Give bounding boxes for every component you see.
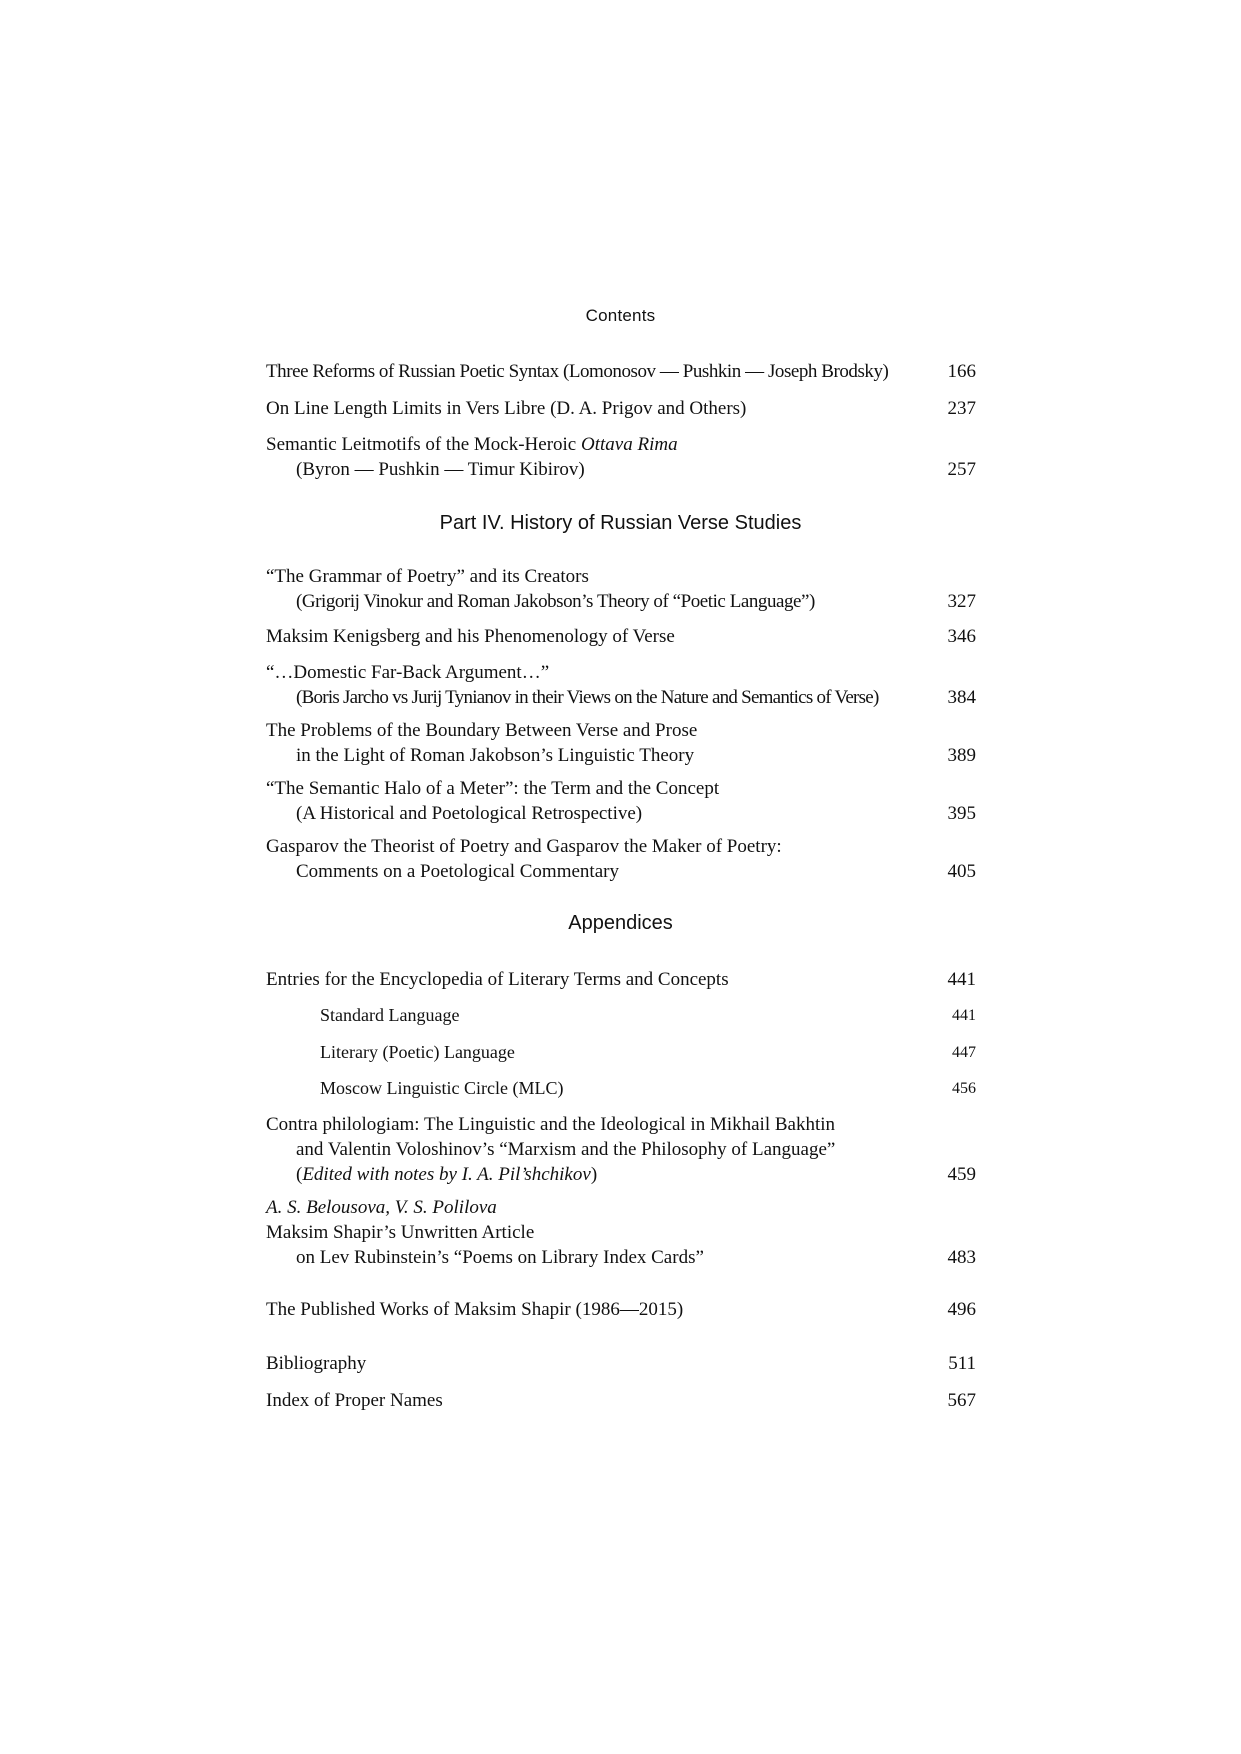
toc-entry-title: Bibliography: [266, 1353, 367, 1374]
toc-page-number: 441: [952, 1007, 976, 1024]
toc-page-number: 511: [948, 1353, 976, 1374]
toc-page-number: 395: [947, 803, 976, 824]
toc-entry-title: Maksim Kenigsberg and his Phenomenology of Verse: [266, 626, 675, 647]
toc-page-number: 447: [952, 1044, 976, 1061]
toc-entry-unwritten-article[interactable]: [266, 1195, 976, 1270]
toc-entry-kenigsberg[interactable]: [266, 624, 976, 649]
toc-subentry-literary-language[interactable]: [266, 1040, 976, 1065]
toc-entry-title-line2: (Byron — Pushkin — Timur Kibirov): [296, 459, 585, 480]
part-iv-heading: Part IV. History of Russian Verse Studies: [439, 512, 802, 534]
toc-entry-index-proper-names[interactable]: [266, 1388, 976, 1413]
toc-entry-authors: A. S. Belousova, V. S. Polilova: [266, 1197, 497, 1218]
appendices-heading: Appendices: [568, 912, 673, 934]
toc-entry-title-line2: (Boris Jarcho vs Jurij Tynianov in their Views on the Nature and Semantics of Verse): [296, 687, 879, 708]
toc-page-number: 405: [947, 861, 976, 882]
toc-entry-title-line2: in the Light of Roman Jakobson’s Linguistic Theory: [296, 745, 695, 766]
toc-page-number: 346: [947, 626, 976, 647]
toc-page-number: 459: [947, 1164, 976, 1185]
toc-page-number: 384: [947, 687, 976, 708]
toc-entry-title-line1: Semantic Leitmotifs of the Mock-Heroic Ottava Rima: [266, 434, 678, 455]
toc-page-number: 483: [947, 1247, 976, 1268]
toc-subentry-title: Standard Language: [320, 1005, 460, 1025]
toc-subentry-mlc[interactable]: [266, 1076, 976, 1101]
toc-entry-title-line1: “The Grammar of Poetry” and its Creators: [266, 566, 589, 587]
toc-entry-title-line1: “The Semantic Halo of a Meter”: the Term and the Concept: [266, 778, 720, 799]
toc-entry-title-line1: Maksim Shapir’s Unwritten Article: [266, 1222, 535, 1243]
toc-page-number: 257: [947, 459, 976, 480]
toc-entry-grammar-of-poetry[interactable]: [266, 564, 976, 614]
toc-page-number: 389: [947, 745, 976, 766]
toc-entry-title-line2: on Lev Rubinstein’s “Poems on Library Index Cards”: [296, 1247, 704, 1268]
toc-page-number: 327: [947, 591, 976, 612]
running-header: Contents: [585, 306, 656, 325]
toc-entry-title-line1: “…Domestic Far-Back Argument…”: [266, 662, 550, 683]
toc-entry-title: On Line Length Limits in Vers Libre (D. A. Prigov and Others): [266, 398, 747, 419]
toc-page-number: 456: [952, 1080, 976, 1097]
toc-page-number: 237: [947, 398, 976, 419]
toc-entry-gasparov[interactable]: [266, 834, 976, 884]
toc-page-number: 441: [947, 969, 976, 990]
toc-entry-title-line2: and Valentin Voloshinov’s “Marxism and the Philosophy of Language”: [296, 1139, 836, 1160]
toc-entry-title: Entries for the Encyclopedia of Literary Terms and Concepts: [266, 969, 729, 990]
toc-entry-title-line3: (Edited with notes by I. A. Pil’shchikov): [296, 1164, 598, 1185]
toc-entry-contra-philologiam[interactable]: [266, 1112, 976, 1187]
toc-page-number: 166: [947, 361, 976, 382]
toc-entry-boundary-verse-prose[interactable]: [266, 718, 976, 768]
toc-entry-title-line1: Gasparov the Theorist of Poetry and Gasparov the Maker of Poetry:: [266, 836, 782, 857]
toc-entry-ottava-rima[interactable]: [266, 432, 976, 482]
toc-page-number: 567: [947, 1390, 976, 1411]
toc-entry-title-line1: Contra philologiam: The Linguistic and the Ideological in Mikhail Bakhtin: [266, 1114, 836, 1135]
toc-subentry-standard-language[interactable]: [266, 1003, 976, 1028]
toc-entry-encyclopedia[interactable]: [266, 967, 976, 992]
toc-entry-bibliography[interactable]: [266, 1351, 976, 1376]
toc-page-number: 496: [947, 1299, 976, 1320]
toc-entry-title-line1: The Problems of the Boundary Between Verse and Prose: [266, 720, 698, 741]
toc-entry-title: Index of Proper Names: [266, 1390, 443, 1411]
toc-entry-title: Three Reforms of Russian Poetic Syntax (Lomonosov — Pushkin — Joseph Brodsky): [266, 361, 889, 382]
toc-entry-semantic-halo[interactable]: [266, 776, 976, 826]
toc-subentry-title: Literary (Poetic) Language: [320, 1042, 515, 1062]
toc-entry-title: The Published Works of Maksim Shapir (1986—2015): [266, 1299, 684, 1320]
toc-entry-published-works[interactable]: [266, 1297, 976, 1322]
toc-entry-title-line2: Comments on a Poetological Commentary: [296, 861, 619, 882]
toc-entry-domestic-far-back[interactable]: [266, 660, 976, 710]
toc-subentry-title: Moscow Linguistic Circle (MLC): [320, 1078, 564, 1098]
toc-entry-title-line2: (Grigorij Vinokur and Roman Jakobson’s Theory of “Poetic Language”): [296, 591, 815, 612]
toc-entry-title-line2: (A Historical and Poetological Retrospective): [296, 803, 643, 824]
toc-entry-three-reforms[interactable]: [266, 359, 976, 384]
toc-entry-line-length[interactable]: [266, 396, 976, 421]
